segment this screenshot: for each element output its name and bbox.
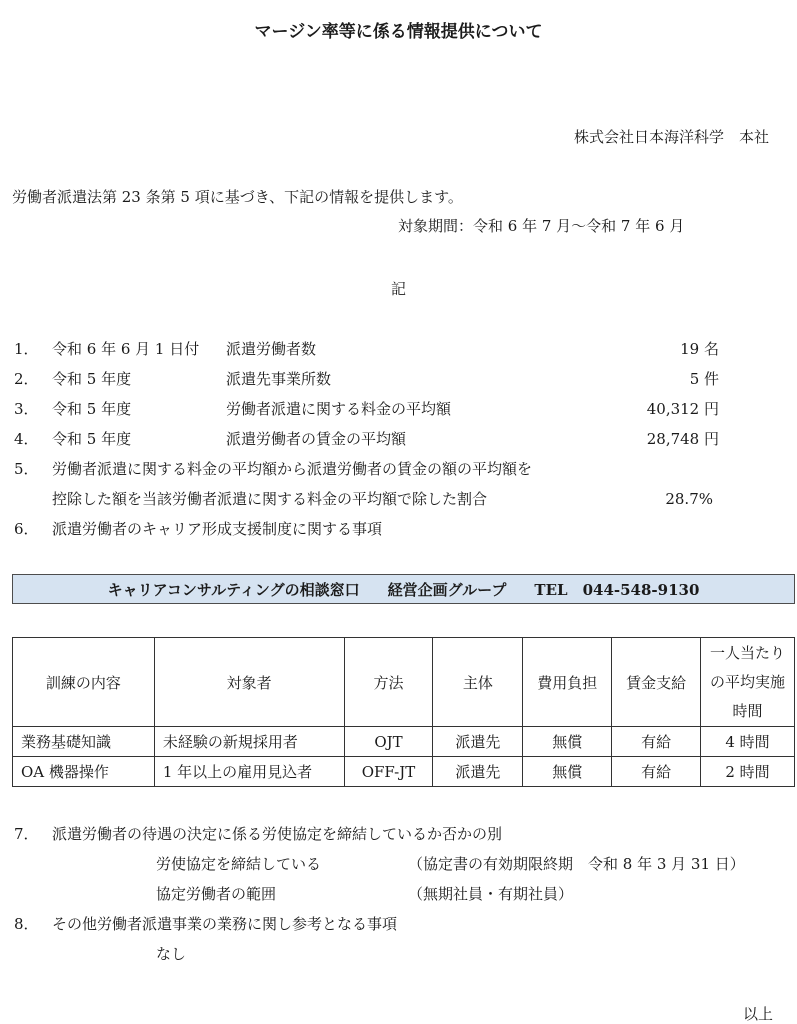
- item-number: 2．: [14, 370, 39, 388]
- item-number: 8．: [14, 915, 39, 933]
- item-value: 28,748 円: [646, 430, 719, 448]
- table-cell: OFF-JT: [344, 757, 433, 787]
- table-header-cell: 賃金支給: [612, 638, 701, 727]
- table-cell: 業務基礎知識: [13, 727, 155, 757]
- item-label: 派遣労働者の賃金の平均額: [226, 430, 407, 448]
- item-date: 令和 5 年度: [52, 400, 132, 418]
- consultation-banner: [12, 574, 795, 604]
- item-label: 派遣先事業所数: [226, 370, 332, 388]
- table-cell: 2 時間: [701, 757, 795, 787]
- document-title: マージン率等に係る情報提供について: [254, 22, 543, 42]
- table-cell: OJT: [344, 727, 433, 757]
- ki-heading: 記: [390, 280, 406, 298]
- banner-tel: TEL 044-548-9130: [534, 580, 700, 599]
- agreement-scope-label: 協定労働者の範囲: [156, 885, 277, 903]
- table-cell: 無償: [523, 727, 612, 757]
- item-text: 派遣労働者の待遇の決定に係る労使協定を締結しているか否かの別: [52, 825, 503, 843]
- agreement-label: 労使協定を締結している: [156, 855, 322, 873]
- table-cell: OA 機器操作: [13, 757, 155, 787]
- table-header-cell: 訓練の内容: [13, 638, 155, 727]
- table-cell: 有給: [612, 757, 701, 787]
- item-label: 派遣労働者数: [226, 340, 317, 358]
- item-text-line2: 控除した額を当該労働者派遣に関する料金の平均額で除した割合: [52, 490, 488, 508]
- item-text-line1: 労働者派遣に関する料金の平均額から派遣労働者の賃金の額の平均額を: [52, 460, 533, 478]
- agreement-scope-value: （無期社員・有期社員）: [408, 885, 574, 903]
- table-cell: 1 年以上の雇用見込者: [154, 757, 344, 787]
- target-period: 対象期間：令和 6 年 7 月～令和 7 年 6 月: [398, 217, 685, 235]
- table-row: [13, 757, 795, 787]
- table-header-cell: 一人当たりの平均実施時間: [701, 638, 795, 727]
- training-table: [12, 637, 795, 787]
- table-cell: 4 時間: [701, 727, 795, 757]
- item-number: 3．: [14, 400, 39, 418]
- item-number: 7．: [14, 825, 39, 843]
- table-cell: 派遣先: [433, 727, 523, 757]
- item-number: 1．: [14, 340, 39, 358]
- table-header-cell: 方法: [344, 638, 433, 727]
- closing-text: 以上: [742, 1005, 773, 1023]
- item-number: 6．: [14, 520, 39, 538]
- table-cell: 派遣先: [433, 757, 523, 787]
- item-value: 5 件: [689, 370, 719, 388]
- table-cell: 有給: [612, 727, 701, 757]
- table-cell: 無償: [523, 757, 612, 787]
- intro-text: 労働者派遣法第 23 条第 5 項に基づき、下記の情報を提供します。: [12, 188, 463, 206]
- item-value: なし: [156, 945, 187, 963]
- banner-group: 経営企画グループ: [387, 580, 507, 599]
- banner-label: キャリアコンサルティングの相談窓口: [107, 580, 360, 599]
- table-header-row: [13, 638, 795, 727]
- item-text: その他労働者派遣事業の業務に関し参考となる事項: [52, 915, 398, 933]
- item-text: 派遣労働者のキャリア形成支援制度に関する事項: [52, 520, 383, 538]
- item-date: 令和 5 年度: [52, 430, 132, 448]
- company-name: 株式会社日本海洋科学 本社: [573, 128, 769, 146]
- item-number: 4．: [14, 430, 39, 448]
- item-date: 令和 6 年 6 月 1 日付: [52, 340, 200, 358]
- item-value: 40,312 円: [646, 400, 719, 418]
- item-number: 5．: [14, 460, 39, 478]
- table-cell: 未経験の新規採用者: [154, 727, 344, 757]
- agreement-validity: （協定書の有効期限終期 令和 8 年 3 月 31 日）: [408, 855, 745, 873]
- item-date: 令和 5 年度: [52, 370, 132, 388]
- table-header-cell: 対象者: [154, 638, 344, 727]
- table-header-cell: 費用負担: [523, 638, 612, 727]
- table-row: [13, 727, 795, 757]
- table-header-cell: 主体: [433, 638, 523, 727]
- item-value: 19 名: [680, 340, 719, 358]
- item-label: 労働者派遣に関する料金の平均額: [226, 400, 452, 418]
- item-value: 28.7%: [665, 490, 713, 508]
